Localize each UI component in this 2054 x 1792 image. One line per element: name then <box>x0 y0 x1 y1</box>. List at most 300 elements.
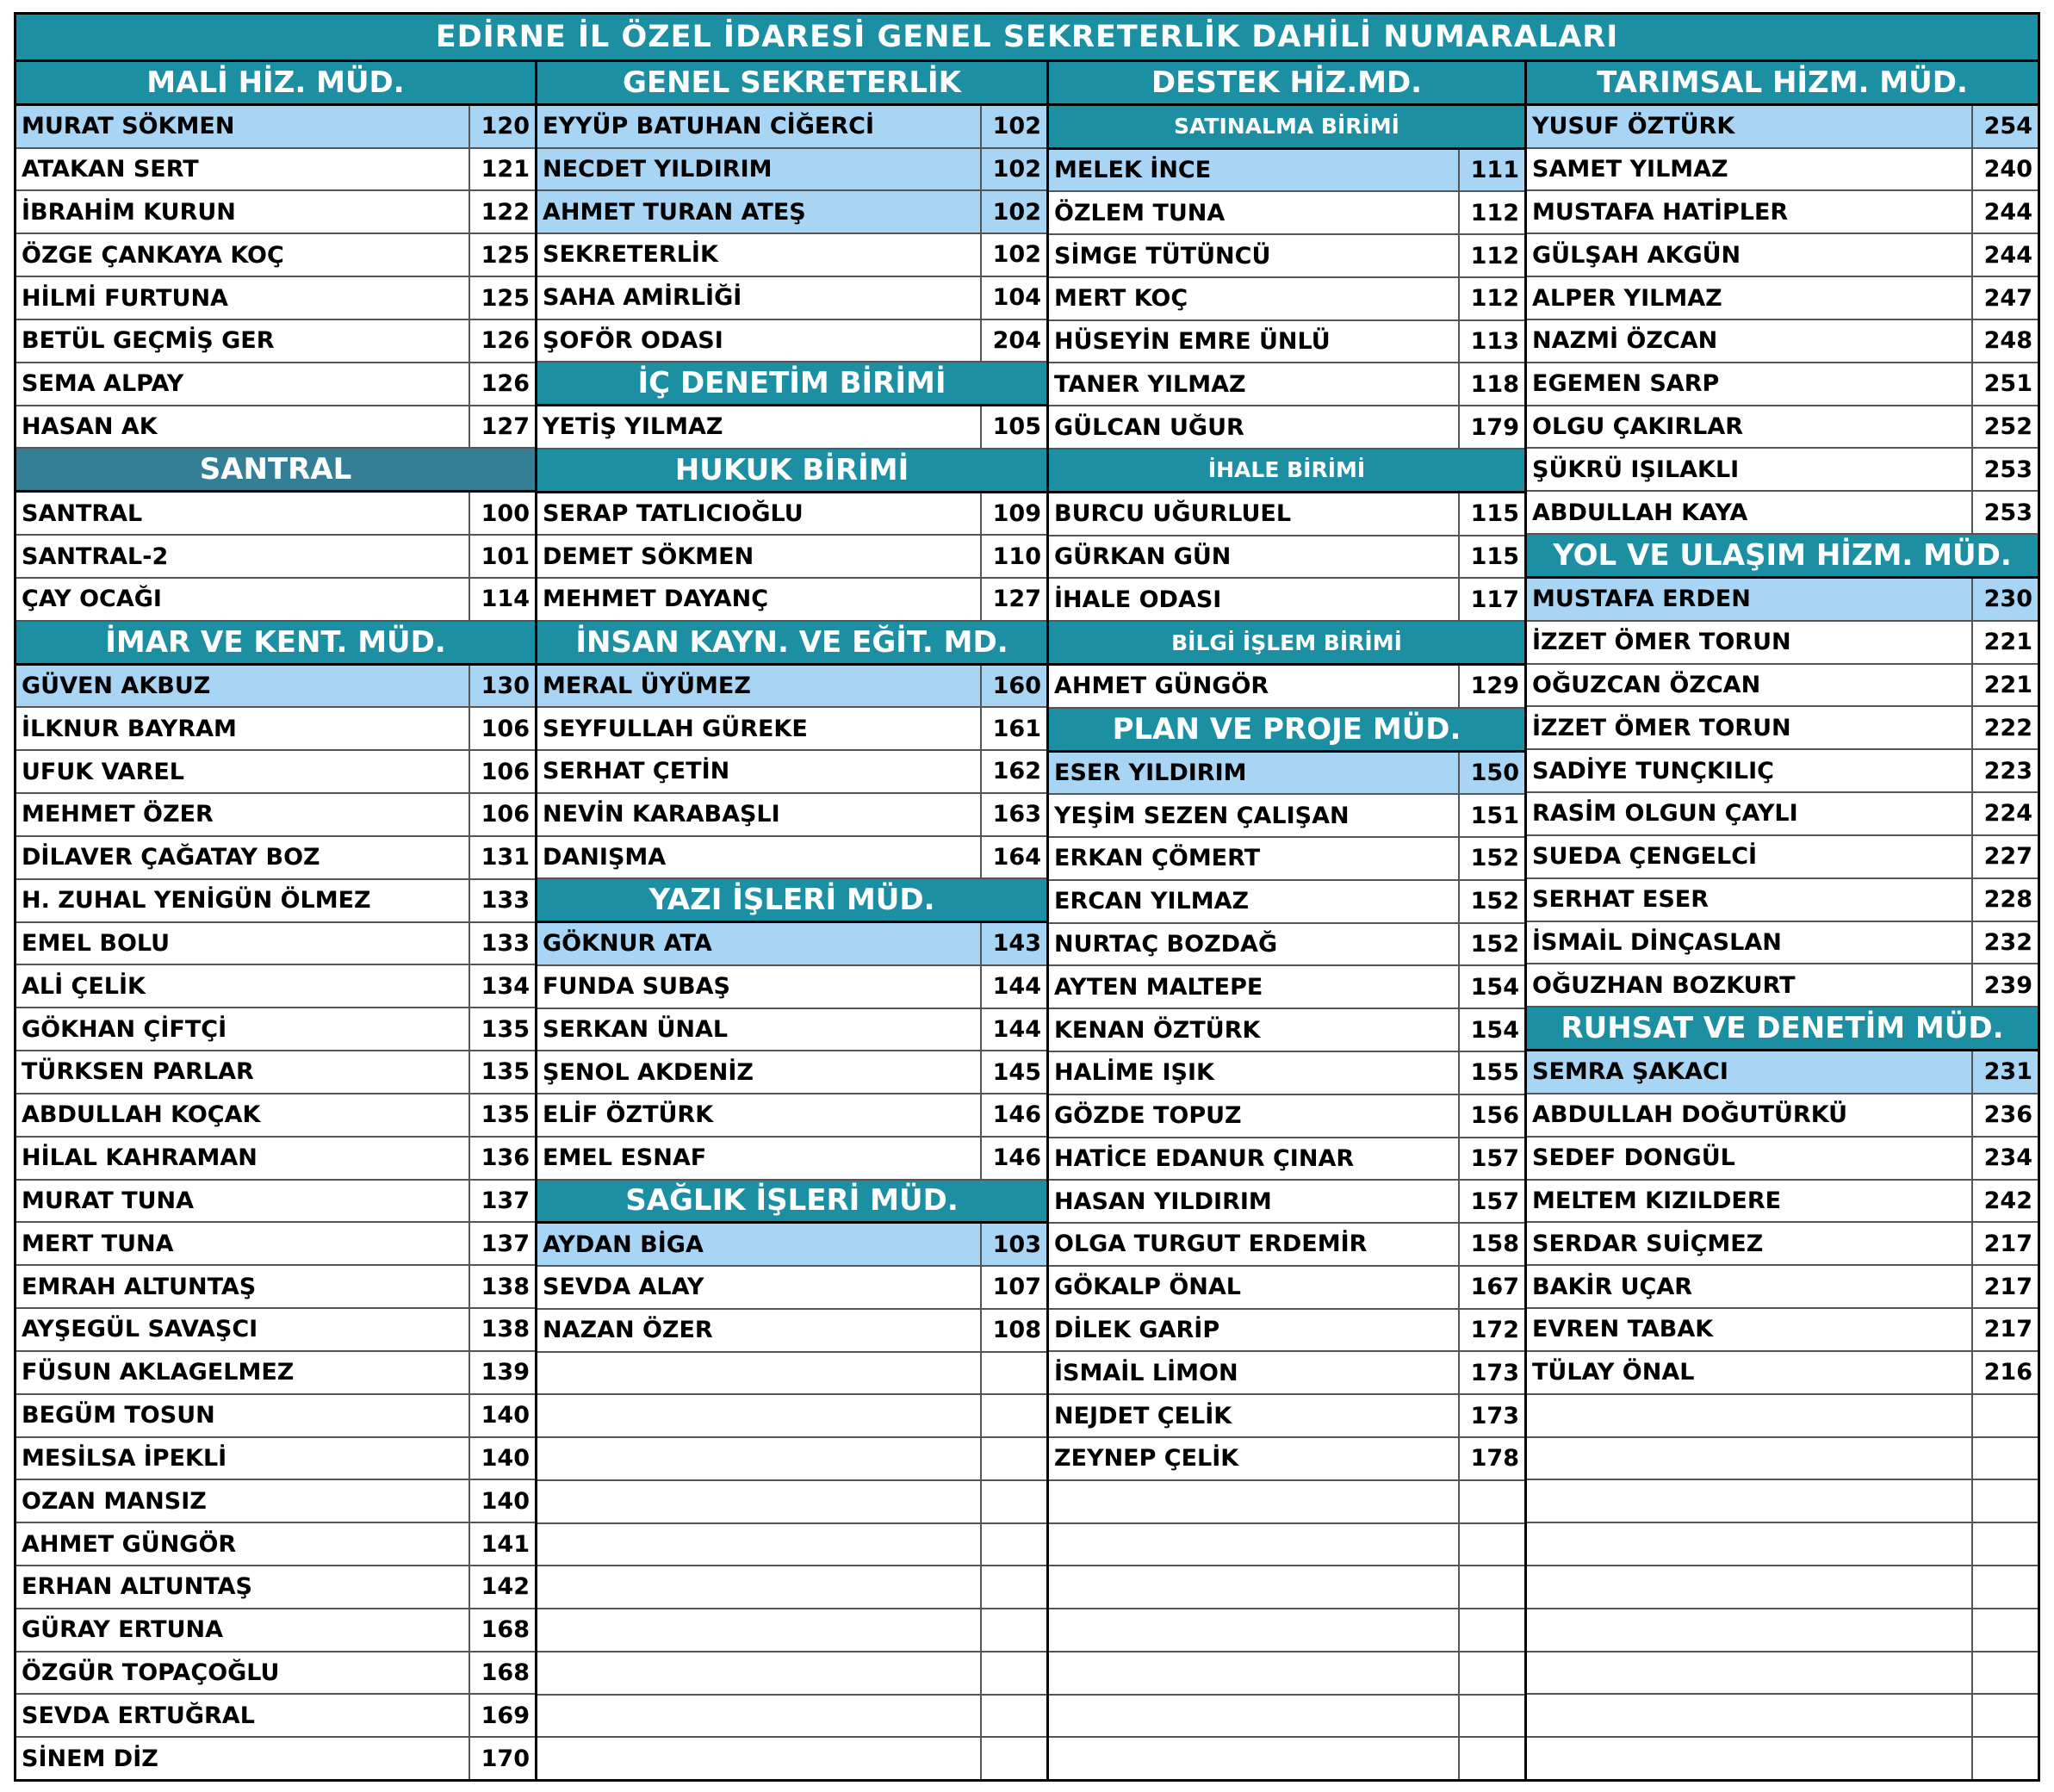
directory-row <box>1049 666 1524 709</box>
person-name: SEVDA ALAY <box>543 1274 704 1301</box>
directory-row <box>537 1051 1046 1094</box>
person-name: DİLEK GARİP <box>1054 1317 1220 1344</box>
person-name: HİLMİ FURTUNA <box>22 284 228 312</box>
directory-row <box>1527 750 2038 793</box>
column-3 <box>1049 62 1527 1779</box>
department-header: YOL VE ULAŞIM HİZM. MÜD. <box>1527 535 2038 579</box>
directory-row <box>16 579 535 622</box>
extension-number <box>1971 1480 2038 1522</box>
directory-row <box>16 363 535 406</box>
extension-number: 117 <box>1458 579 1524 620</box>
extension-number: 231 <box>1971 1051 2038 1093</box>
empty-row <box>1527 1480 2038 1523</box>
person-name: YETİŞ YILMAZ <box>543 413 723 441</box>
extension-number: 125 <box>469 277 535 319</box>
person-name: NEVİN KARABAŞLI <box>543 801 780 828</box>
person-name: ÖZGE ÇANKAYA KOÇ <box>22 241 284 269</box>
directory-row <box>1049 1181 1524 1224</box>
empty-row <box>1049 1481 1524 1524</box>
directory-row <box>1049 753 1524 796</box>
person-name <box>1049 1609 1458 1651</box>
directory-row <box>1527 1352 2038 1395</box>
extension-number: 216 <box>1971 1352 2038 1393</box>
department-header: GENEL SEKRETERLİK <box>537 62 1046 106</box>
person-name: AYTEN MALTEPE <box>1054 973 1263 1001</box>
department-header: İMAR VE KENT. MÜD. <box>16 622 535 666</box>
extension-number: 131 <box>469 837 535 878</box>
person-name: ABDULLAH KAYA <box>1532 499 1748 526</box>
extension-number: 102 <box>980 106 1046 147</box>
directory-row <box>16 1181 535 1224</box>
directory-row <box>537 106 1046 149</box>
directory-row <box>16 1566 535 1609</box>
extension-number: 172 <box>1458 1310 1524 1351</box>
person-name: AHMET GÜNGÖR <box>22 1530 237 1558</box>
extension-number: 178 <box>1458 1438 1524 1479</box>
extension-number: 152 <box>1458 924 1524 965</box>
directory-row <box>1049 1052 1524 1095</box>
extension-number: 105 <box>980 406 1046 448</box>
directory-row <box>537 234 1046 277</box>
person-name: SEYFULLAH GÜREKE <box>543 715 808 742</box>
empty-row <box>1049 1566 1524 1609</box>
directory-row <box>16 1138 535 1181</box>
directory-row <box>16 493 535 536</box>
directory-row <box>537 1267 1046 1310</box>
directory-row <box>1527 149 2038 192</box>
column-4 <box>1527 62 2038 1779</box>
person-name: OĞUZHAN BOZKURT <box>1532 971 1796 999</box>
extension-number <box>1458 1566 1524 1608</box>
extension-number: 223 <box>1971 750 2038 791</box>
directory-row <box>16 1266 535 1309</box>
person-name: EMEL BOLU <box>22 929 171 957</box>
extension-number: 102 <box>980 149 1046 190</box>
extension-number: 133 <box>469 923 535 964</box>
person-name: İSMAİL DİNÇASLAN <box>1532 928 1782 956</box>
person-name: YEŞİM SEZEN ÇALIŞAN <box>1054 802 1350 829</box>
directory-row <box>16 708 535 751</box>
empty-row <box>537 1696 1046 1739</box>
person-name: AYŞEGÜL SAVAŞCI <box>22 1316 258 1343</box>
person-name: AHMET TURAN ATEŞ <box>537 191 980 233</box>
person-name: DEMET SÖKMEN <box>543 543 754 570</box>
empty-row <box>537 1353 1046 1396</box>
empty-row <box>1527 1395 2038 1438</box>
person-name: HALİME IŞIK <box>1054 1059 1214 1087</box>
directory-row <box>16 1309 535 1352</box>
directory-row <box>16 837 535 880</box>
extension-number: 101 <box>469 536 535 577</box>
extension-number <box>980 1353 1046 1394</box>
extension-number <box>980 1609 1046 1651</box>
extension-number: 125 <box>469 234 535 276</box>
person-name <box>1527 1480 1971 1522</box>
extension-number: 164 <box>980 837 1046 878</box>
person-name: SAHA AMİRLİĞİ <box>543 284 742 312</box>
extension-number: 135 <box>469 1008 535 1050</box>
extension-number: 106 <box>469 751 535 792</box>
directory-row <box>16 320 535 363</box>
department-header: DESTEK HİZ.MD. <box>1049 62 1524 106</box>
directory-row <box>1049 838 1524 881</box>
person-name: ALPER YILMAZ <box>1532 284 1722 312</box>
person-name: SADİYE TUNÇKILIÇ <box>1532 757 1774 784</box>
directory-row <box>537 794 1046 837</box>
extension-number: 120 <box>469 106 535 147</box>
person-name: OĞUZCAN ÖZCAN <box>1532 672 1761 698</box>
person-name: MEHMET ÖZER <box>22 801 214 828</box>
extension-number: 157 <box>1458 1181 1524 1222</box>
person-name: ÖZLEM TUNA <box>1054 199 1226 226</box>
person-name <box>1049 1652 1458 1694</box>
person-name: EMEL ESNAF <box>543 1144 707 1172</box>
person-name: İLKNUR BAYRAM <box>22 715 237 742</box>
department-header: HUKUK BİRİMİ <box>537 450 1046 493</box>
extension-number: 140 <box>469 1395 535 1436</box>
extension-number: 161 <box>980 708 1046 749</box>
extension-number: 111 <box>1458 150 1524 191</box>
extension-number: 247 <box>1971 277 2038 319</box>
person-name: HATİCE EDANUR ÇINAR <box>1054 1144 1355 1172</box>
extension-number: 114 <box>469 579 535 620</box>
directory-row <box>1527 622 2038 665</box>
person-name: MEHMET DAYANÇ <box>543 586 769 613</box>
directory-row <box>1527 363 2038 406</box>
extension-number: 230 <box>1971 579 2038 620</box>
directory-row <box>537 1094 1046 1138</box>
extension-number: 104 <box>980 277 1046 319</box>
person-name: SANTRAL-2 <box>22 543 169 570</box>
person-name: BETÜL GEÇMİŞ GER <box>22 327 275 355</box>
person-name: EGEMEN SARP <box>1532 370 1720 398</box>
page-title: EDİRNE İL ÖZEL İDARESİ GENEL SEKRETERLİK DAHİLİ NUMARALARI <box>16 15 2038 62</box>
person-name: EMRAH ALTUNTAŞ <box>22 1273 257 1300</box>
empty-row <box>537 1481 1046 1524</box>
extension-number: 121 <box>469 149 535 190</box>
extension-number: 145 <box>980 1051 1046 1093</box>
person-name: MERT KOÇ <box>1054 285 1188 313</box>
directory-row <box>1049 1009 1524 1052</box>
extension-number: 170 <box>469 1738 535 1779</box>
directory-row <box>16 406 535 450</box>
extension-number: 152 <box>1458 881 1524 922</box>
directory-row <box>1527 707 2038 750</box>
empty-row <box>1527 1738 2038 1779</box>
person-name <box>1049 1696 1458 1737</box>
directory-row <box>16 1523 535 1566</box>
directory-row <box>1049 363 1524 406</box>
extension-number <box>1458 1738 1524 1779</box>
person-name: ESER YILDIRIM <box>1049 753 1458 794</box>
person-name: ÖZGÜR TOPAÇOĞLU <box>22 1659 280 1687</box>
extension-number: 236 <box>1971 1094 2038 1136</box>
empty-row <box>1527 1566 2038 1609</box>
extension-number: 217 <box>1971 1309 2038 1350</box>
extension-number <box>1971 1652 2038 1694</box>
department-header: SAĞLIK İŞLERİ MÜD. <box>537 1181 1046 1225</box>
person-name: HÜSEYİN EMRE ÜNLÜ <box>1054 328 1331 356</box>
directory-row <box>537 536 1046 579</box>
extension-number: 224 <box>1971 793 2038 834</box>
directory-row <box>1049 406 1524 450</box>
extension-number: 144 <box>980 1009 1046 1051</box>
extension-number: 234 <box>1971 1138 2038 1179</box>
extension-number <box>980 1738 1046 1779</box>
person-name <box>1527 1395 1971 1436</box>
extension-number: 254 <box>1971 106 2038 147</box>
extension-number <box>1458 1696 1524 1737</box>
unit-subheader: BİLGİ İŞLEM BİRİMİ <box>1049 622 1524 666</box>
extension-number: 155 <box>1458 1052 1524 1094</box>
person-name: SERHAT ESER <box>1532 886 1710 914</box>
person-name: SERAP TATLICIOĞLU <box>543 499 804 527</box>
extension-number: 173 <box>1458 1352 1524 1393</box>
directory-row <box>537 493 1046 536</box>
empty-row <box>1527 1652 2038 1696</box>
extension-number: 135 <box>469 1094 535 1136</box>
person-name: MURAT SÖKMEN <box>16 106 469 147</box>
directory-row <box>537 191 1046 234</box>
extension-number: 242 <box>1971 1181 2038 1222</box>
directory-row <box>1049 321 1524 364</box>
extension-number: 137 <box>469 1223 535 1264</box>
directory-row <box>16 794 535 837</box>
person-name: SEDEF DONGÜL <box>1532 1144 1735 1172</box>
person-name: İBRAHİM KURUN <box>22 198 236 226</box>
empty-row <box>537 1738 1046 1779</box>
directory-row <box>1049 150 1524 193</box>
extension-number <box>1971 1566 2038 1608</box>
person-name: ALİ ÇELİK <box>22 972 146 1000</box>
directory-row <box>537 579 1046 622</box>
person-name: AYDAN BİGA <box>537 1224 980 1265</box>
person-name <box>1527 1438 1971 1479</box>
directory-row <box>1527 406 2038 450</box>
directory-row <box>16 1352 535 1395</box>
person-name: BURCU UĞURLUEL <box>1054 500 1292 528</box>
directory-row <box>1527 449 2038 492</box>
person-name: İZZET ÖMER TORUN <box>1532 629 1791 656</box>
directory-row <box>1527 106 2038 149</box>
person-name: GÖZDE TOPUZ <box>1054 1102 1242 1130</box>
person-name: ÇAY OCAĞI <box>22 586 162 613</box>
directory-row <box>537 923 1046 966</box>
extension-number: 142 <box>469 1566 535 1608</box>
directory-row <box>1049 536 1524 580</box>
person-name: GÜLCAN UĞUR <box>1054 413 1244 441</box>
extension-number: 134 <box>469 965 535 1007</box>
person-name: ZEYNEP ÇELİK <box>1054 1445 1239 1473</box>
person-name: GÜRKAN GÜN <box>1054 543 1232 570</box>
extension-number <box>1971 1695 2038 1736</box>
person-name <box>537 1566 980 1608</box>
directory-row <box>1049 1438 1524 1481</box>
department-header: YAZI İŞLERİ MÜD. <box>537 879 1046 923</box>
directory-row <box>16 751 535 794</box>
person-name <box>1527 1523 1971 1565</box>
empty-row <box>1527 1523 2038 1566</box>
department-header: PLAN VE PROJE MÜD. <box>1049 709 1524 753</box>
directory-row <box>1049 579 1524 622</box>
directory-row <box>1527 1138 2038 1181</box>
column-2 <box>537 62 1049 1779</box>
person-name <box>1527 1566 1971 1608</box>
person-name <box>537 1652 980 1694</box>
extension-number: 138 <box>469 1309 535 1350</box>
directory-row <box>537 1224 1046 1267</box>
person-name: GÖKALP ÖNAL <box>1054 1274 1241 1301</box>
directory-row <box>1527 1181 2038 1224</box>
person-name <box>537 1353 980 1394</box>
directory-row <box>537 837 1046 880</box>
directory-row <box>1049 1352 1524 1395</box>
phone-directory-sheet <box>14 12 2040 1782</box>
extension-number: 130 <box>469 666 535 707</box>
person-name: NURTAÇ BOZDAĞ <box>1054 931 1278 958</box>
person-name <box>537 1609 980 1651</box>
directory-row <box>1049 966 1524 1009</box>
person-name: NECDET YILDIRIM <box>537 149 980 190</box>
directory-row <box>537 149 1046 192</box>
directory-row <box>1527 793 2038 836</box>
person-name: OLGU ÇAKIRLAR <box>1532 413 1744 441</box>
directory-row <box>1527 1223 2038 1266</box>
extension-number <box>1971 1609 2038 1651</box>
person-name: GÜRAY ERTUNA <box>22 1616 223 1644</box>
unit-subheader: İHALE BİRİMİ <box>1049 450 1524 493</box>
department-header: İNSAN KAYN. VE EĞİT. MD. <box>537 622 1046 666</box>
directory-row <box>16 149 535 192</box>
person-name: SEMRA ŞAKACI <box>1527 1051 1971 1093</box>
person-name: DİLAVER ÇAĞATAY BOZ <box>22 844 320 871</box>
empty-row <box>1049 1696 1524 1739</box>
person-name: TÜRKSEN PARLAR <box>22 1058 254 1086</box>
person-name: GÜVEN AKBUZ <box>16 666 469 707</box>
empty-row <box>1527 1609 2038 1652</box>
extension-number: 112 <box>1458 278 1524 319</box>
extension-number <box>980 1438 1046 1479</box>
extension-number: 253 <box>1971 492 2038 533</box>
person-name: YUSUF ÖZTÜRK <box>1527 106 1971 147</box>
directory-row <box>1527 922 2038 965</box>
person-name: HASAN YILDIRIM <box>1054 1187 1272 1215</box>
directory-row <box>16 234 535 277</box>
extension-number: 221 <box>1971 622 2038 663</box>
person-name: ERCAN YILMAZ <box>1054 888 1250 915</box>
extension-number: 253 <box>1971 449 2038 490</box>
person-name <box>537 1524 980 1566</box>
extension-number: 251 <box>1971 363 2038 405</box>
extension-number: 146 <box>980 1138 1046 1179</box>
person-name: SANTRAL <box>22 499 143 527</box>
directory-row <box>1527 492 2038 535</box>
extension-number: 113 <box>1458 321 1524 363</box>
extension-number: 244 <box>1971 191 2038 233</box>
empty-row <box>1527 1438 2038 1481</box>
extension-number: 126 <box>469 363 535 405</box>
extension-number: 158 <box>1458 1224 1524 1265</box>
extension-number: 118 <box>1458 363 1524 405</box>
extension-number: 222 <box>1971 707 2038 748</box>
extension-number: 248 <box>1971 320 2038 362</box>
extension-number <box>980 1696 1046 1737</box>
person-name <box>1527 1652 1971 1694</box>
directory-row <box>1527 320 2038 363</box>
extension-number: 228 <box>1971 879 2038 921</box>
person-name <box>1527 1695 1971 1736</box>
extension-number: 169 <box>469 1695 535 1736</box>
person-name: FÜSUN AKLAGELMEZ <box>22 1359 295 1386</box>
extension-number: 144 <box>980 966 1046 1008</box>
extension-number: 240 <box>1971 149 2038 190</box>
extension-number: 204 <box>980 320 1046 362</box>
directory-row <box>1049 1395 1524 1438</box>
extension-number: 227 <box>1971 836 2038 877</box>
extension-number: 239 <box>1971 964 2038 1006</box>
extension-number: 126 <box>469 320 535 362</box>
extension-number: 127 <box>980 579 1046 620</box>
extension-number: 100 <box>469 493 535 534</box>
empty-row <box>537 1566 1046 1609</box>
person-name: MELTEM KIZILDERE <box>1532 1187 1782 1214</box>
person-name <box>537 1481 980 1522</box>
person-name: ŞENOL AKDENİZ <box>543 1058 754 1086</box>
extension-number: 115 <box>1458 493 1524 535</box>
person-name: EYYÜP BATUHAN CİĞERCİ <box>537 106 980 147</box>
extension-number: 157 <box>1458 1138 1524 1180</box>
directory-row <box>16 1738 535 1779</box>
directory-row <box>1049 1310 1524 1353</box>
person-name: GÖKNUR ATA <box>537 923 980 964</box>
person-name: UFUK VAREL <box>22 758 185 785</box>
extension-number: 152 <box>1458 838 1524 879</box>
empty-row <box>1527 1695 2038 1738</box>
extension-number: 141 <box>469 1523 535 1565</box>
directory-row <box>16 1008 535 1051</box>
extension-number: 244 <box>1971 234 2038 276</box>
extension-number: 232 <box>1971 922 2038 964</box>
directory-row <box>16 1223 535 1266</box>
person-name: KENAN ÖZTÜRK <box>1054 1016 1261 1044</box>
unit-subheader: SATINALMA BİRİMİ <box>1049 106 1524 150</box>
directory-row <box>1049 278 1524 321</box>
extension-number: 168 <box>469 1652 535 1694</box>
empty-row <box>537 1652 1046 1696</box>
person-name: İZZET ÖMER TORUN <box>1532 714 1791 741</box>
extension-number: 154 <box>1458 966 1524 1008</box>
extension-number: 217 <box>1971 1223 2038 1264</box>
extension-number: 102 <box>980 191 1046 233</box>
person-name: İHALE ODASI <box>1054 586 1222 613</box>
person-name: SEVDA ERTUĞRAL <box>22 1702 255 1729</box>
person-name: MELEK İNCE <box>1049 150 1458 191</box>
person-name <box>537 1438 980 1479</box>
empty-row <box>537 1395 1046 1438</box>
directory-row <box>1527 836 2038 879</box>
person-name: BEGÜM TOSUN <box>22 1402 215 1429</box>
extension-number: 252 <box>1971 406 2038 448</box>
extension-number: 156 <box>1458 1095 1524 1137</box>
extension-number: 136 <box>469 1138 535 1179</box>
person-name: NAZMİ ÖZCAN <box>1532 327 1718 355</box>
person-name <box>1527 1738 1971 1779</box>
person-name: RASİM OLGUN ÇAYLI <box>1532 800 1798 828</box>
directory-row <box>537 966 1046 1009</box>
directory-row <box>1049 1095 1524 1138</box>
extension-number: 106 <box>469 794 535 835</box>
directory-row <box>537 1138 1046 1181</box>
